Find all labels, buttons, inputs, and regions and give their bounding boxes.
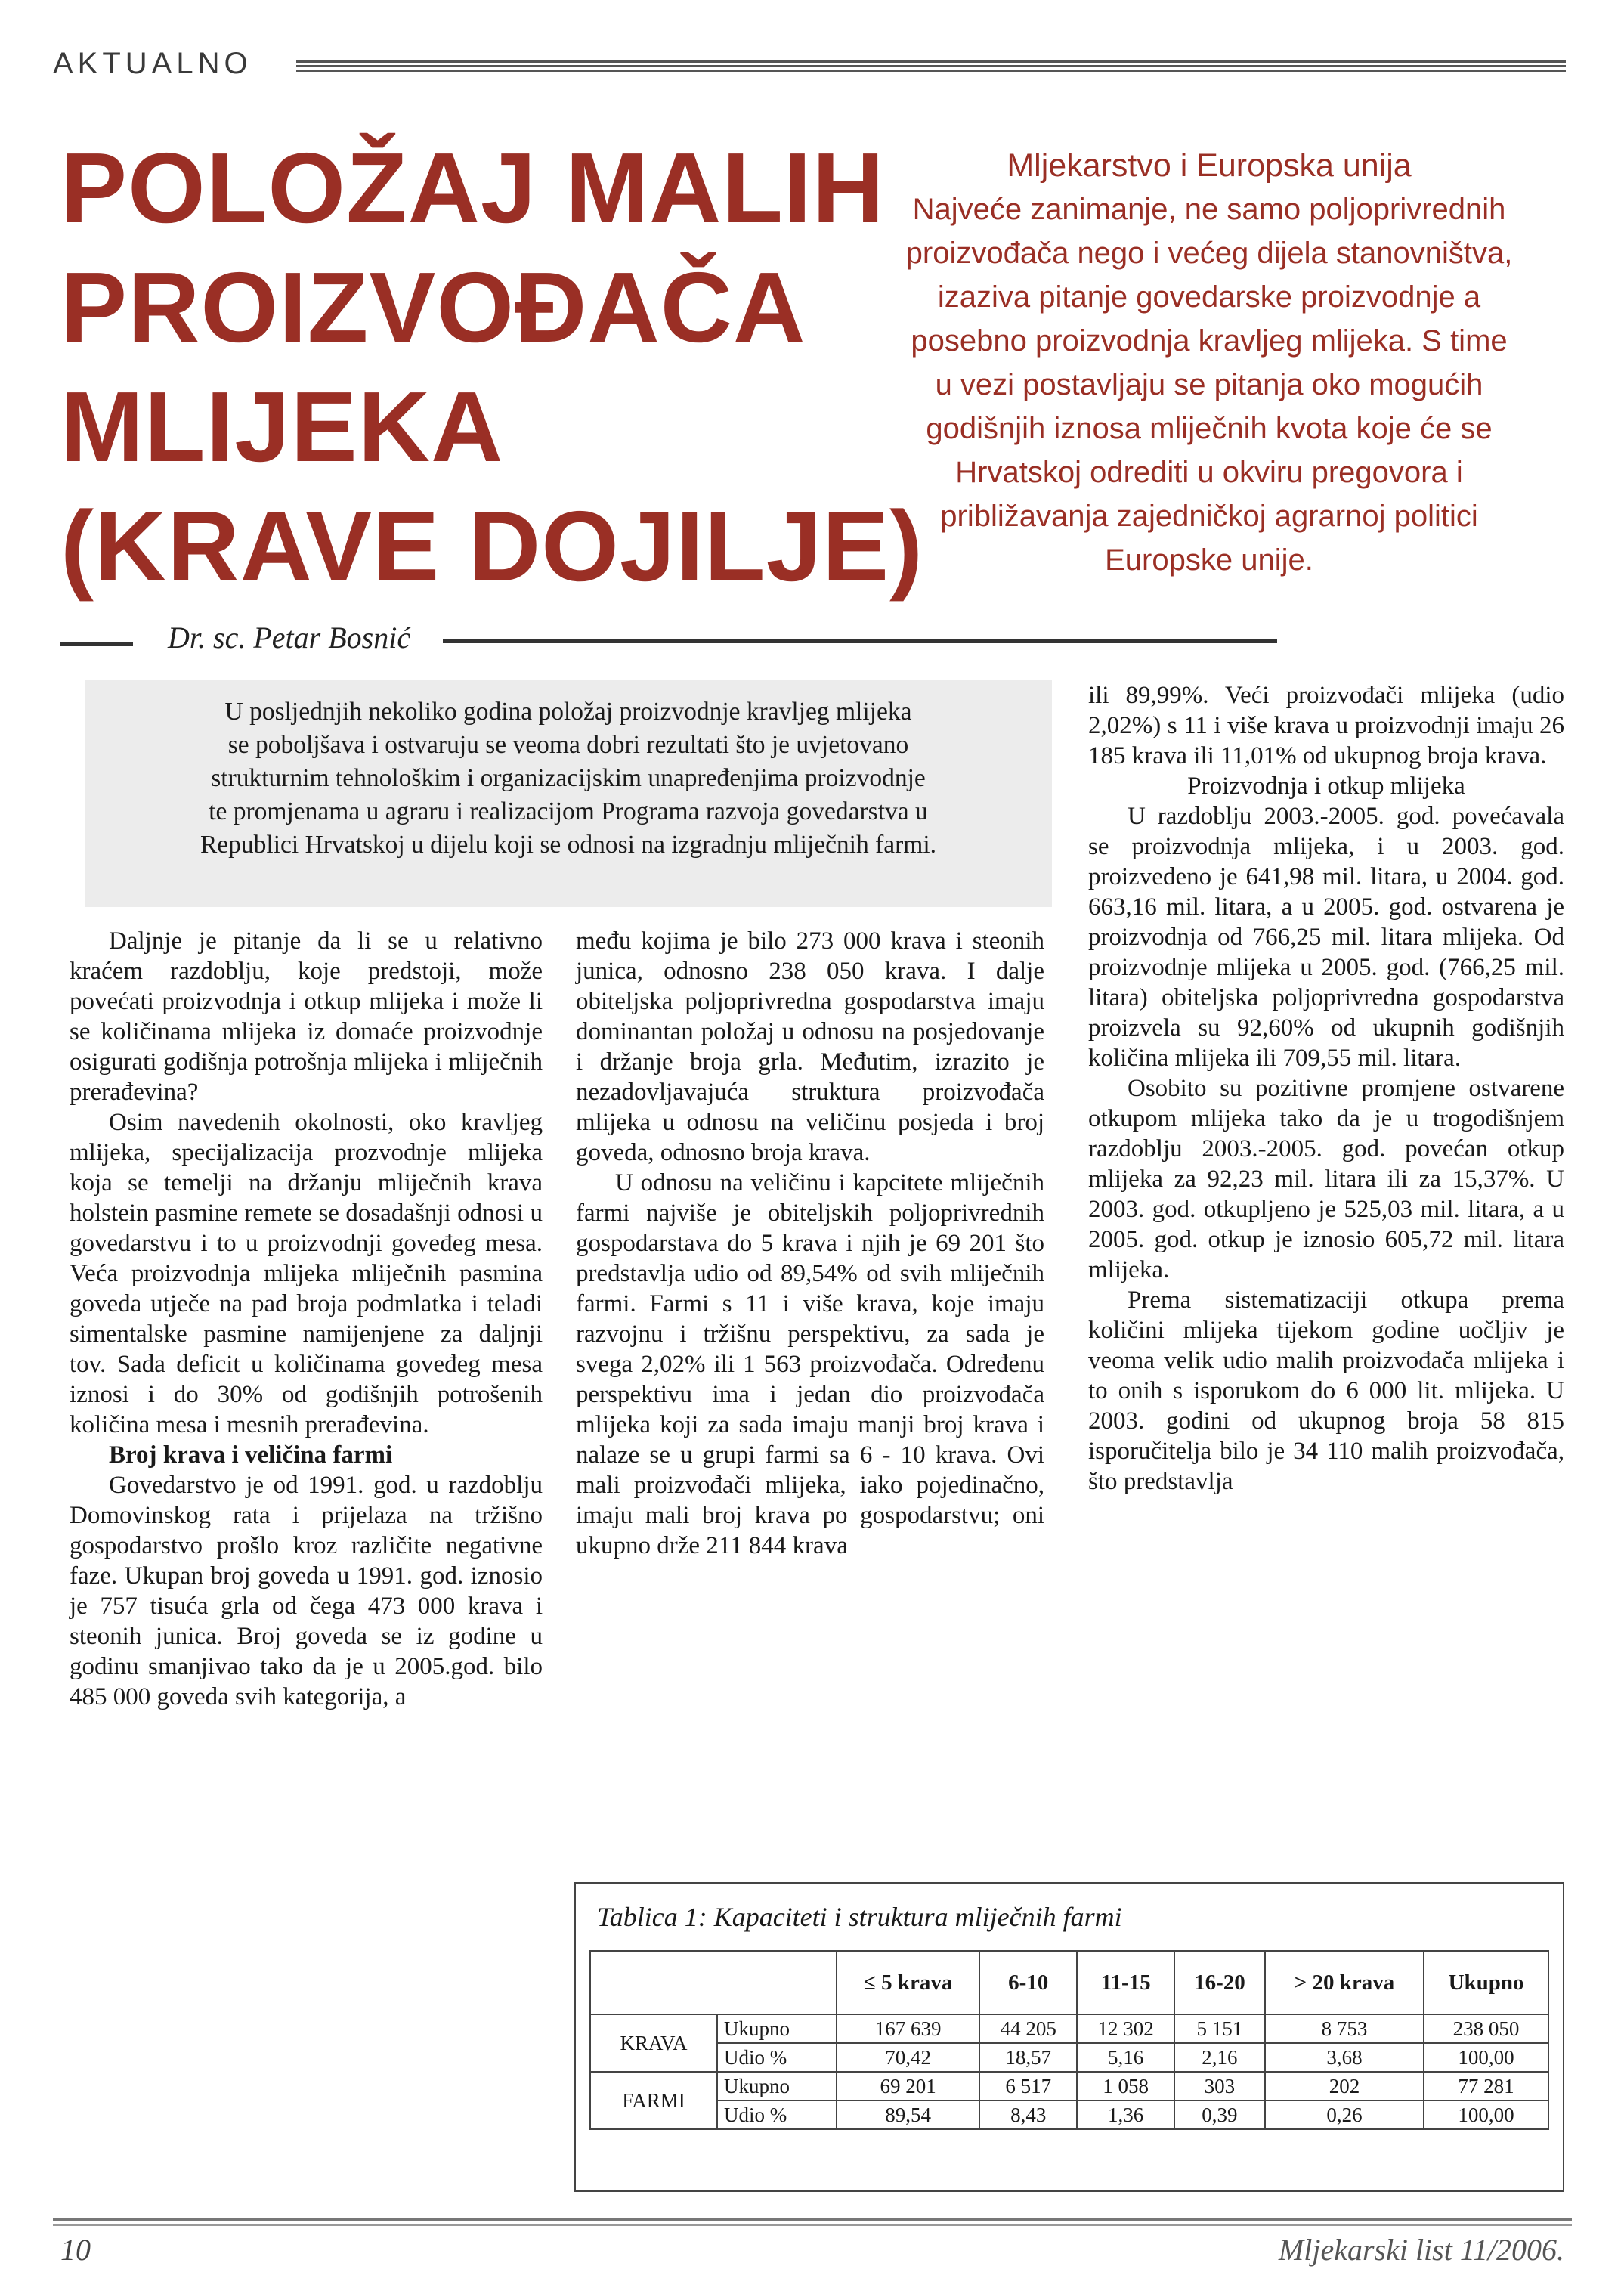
table-cell: 3,68	[1265, 2043, 1424, 2072]
table-row	[590, 2101, 1548, 2129]
intro-line: Hrvatskoj odrediti u okviru pregovora i	[955, 456, 1463, 489]
table-cell: 8,43	[979, 2101, 1077, 2129]
paragraph: među kojima je bilo 273 000 krava i steonih junica, odnosno 238 050 krava. I dalje obiteljska poljoprivredna gospodarstva imaju dominantan položaj u odnosu na posjedovanje i držanje broja grla. Međutim, izrazito je nezadovljavajuća struktura proizvođača mlijeka u odnosu na veličinu posjeda i broj goveda, odnosno broja krava.	[576, 927, 1044, 1166]
farm-capacity-table	[589, 1950, 1549, 2130]
intro-lead	[854, 144, 1564, 582]
section-heading: Proizvodnja i otkup mlijeka	[1187, 772, 1465, 800]
title-line: (KRAVE DOJILJE)	[60, 491, 924, 602]
table-cell: 89,54	[837, 2101, 979, 2129]
table-cell: 0,39	[1174, 2101, 1265, 2129]
intro-line: u vezi postavljaju se pitanja oko mogućih	[935, 368, 1483, 401]
column-right	[1088, 680, 1564, 1497]
table-caption: Tablica 1: Kapaciteti i struktura mliječnih farmi	[597, 1902, 1122, 1932]
abstract-line: se poboljšava i ostvaruju se veoma dobri rezultati što je uvjetovano	[227, 731, 909, 759]
journal-reference: Mljekarski list 11/2006.	[1278, 2233, 1564, 2267]
table-cell: 303	[1174, 2072, 1265, 2101]
intro-line: godišnjih iznosa mliječnih kvota koje će se	[926, 412, 1493, 445]
table-row	[590, 2043, 1548, 2072]
table-cell: 8 753	[1265, 2014, 1424, 2043]
footer-rule	[53, 2224, 1572, 2226]
paragraph: U odnosu na veličinu i kapcitete mliječnih farmi najviše je obiteljskih poljoprivrednih gospodarstava do 5 krava i njih je 69 201 što predstavlja udio od 89,54% od svih mliječnih farmi. Farmi s 11 i više krava, koje imaju razvojnu i tržišnu perspektivu, za sada je svega 2,02% ili 1 563 proizvođača. Određenu perspektivu ima i jedan dio proizvođača mlijeka koji za sada imaju manji broj krava i nalaze se u grupi farmi sa 6 - 10 krava. Ovi mali proizvođači mlijeka, iako pojedinačno, imaju mali broj krava po gospodarstvu; oni ukupno drže 211 844 krava	[576, 1169, 1044, 1559]
table-header: ≤ 5 krava	[837, 1951, 979, 2014]
table-cell: 69 201	[837, 2072, 979, 2101]
column-left	[70, 926, 543, 1712]
table-header: Ukupno	[1424, 1951, 1548, 2014]
table-metric: Ukupno	[717, 2072, 837, 2101]
author-divider-right	[443, 639, 1277, 643]
header-rule	[296, 60, 1566, 73]
section-heading: Broj krava i veličina farmi	[109, 1441, 393, 1469]
table-header: 16-20	[1174, 1951, 1265, 2014]
abstract-line: U posljednjih nekoliko godina položaj proizvodnje kravljeg mlijeka	[224, 698, 912, 726]
table-metric: Udio %	[717, 2043, 837, 2072]
abstract-line: strukturnim tehnološkim i organizacijskim unapređenjima proizvodnje	[211, 764, 926, 792]
table-cell: 1,36	[1077, 2101, 1174, 2129]
intro-line: Najveće zanimanje, ne samo poljoprivrednih	[912, 193, 1506, 226]
intro-line: proizvođača nego i većeg dijela stanovništva,	[905, 237, 1513, 270]
author-name: Dr. sc. Petar Bosnić	[168, 621, 411, 655]
table-cell: 70,42	[837, 2043, 979, 2072]
author-divider-left	[60, 642, 133, 646]
table-cell: 12 302	[1077, 2014, 1174, 2043]
paragraph: Osobito su pozitivne promjene ostvarene otkupom mlijeka tako da je u trogodišnjem razdoblju 2003.-2005. god. povećan otkup mlijeka za 92,23 mil. litara ili za 15,37%. U 2003. god. otkupljeno je 525,03 mil. litara, a u 2005. god. otkup je iznosio 605,72 mil. litara mlijeka.	[1088, 1075, 1564, 1283]
intro-line: Europske unije.	[1105, 543, 1313, 577]
table-header: 11-15	[1077, 1951, 1174, 2014]
table-header: > 20 krava	[1265, 1951, 1424, 2014]
table-cell: 238 050	[1424, 2014, 1548, 2043]
intro-line: izaziva pitanje govedarske proizvodnje a	[937, 280, 1481, 314]
title-line: POLOŽAJ MALIH	[60, 132, 885, 243]
table-cell: 5,16	[1077, 2043, 1174, 2072]
intro-line: posebno proizvodnja kravljeg mlijeka. S time	[911, 324, 1508, 358]
table-group-label: KRAVA	[590, 2014, 717, 2072]
column-middle	[576, 926, 1044, 1561]
table-cell: 77 281	[1424, 2072, 1548, 2101]
intro-line: približavanja zajedničkoj agrarnoj politici	[940, 500, 1478, 533]
title-line: MLIJEKA	[60, 371, 504, 482]
table-row	[590, 2072, 1548, 2101]
title-line: PROIZVOĐAČA	[60, 252, 806, 363]
table-cell: 6 517	[979, 2072, 1077, 2101]
table-cell: 167 639	[837, 2014, 979, 2043]
table-cell: 18,57	[979, 2043, 1077, 2072]
table-cell: 1 058	[1077, 2072, 1174, 2101]
table-cell: 2,16	[1174, 2043, 1265, 2072]
page-number: 10	[60, 2233, 91, 2267]
table-cell: 44 205	[979, 2014, 1077, 2043]
abstract-line: te promjenama u agraru i realizacijom Programa razvoja govedarstva u	[209, 797, 928, 825]
paragraph: Daljnje je pitanje da li se u relativno kraćem razdoblju, koje predstoji, može povećati proizvodnja i otkup mlijeka i može li se količinama mlijeka iz domaće proizvodnje osigurati godišnja potrošnja mlijeka i mliječnih prerađevina?	[70, 927, 543, 1106]
paragraph: Osim navedenih okolnosti, oko kravljeg mlijeka, specijalizacija prozvodnje mlijeka koja se temelji na držanju mliječnih krava holstein pasmine remete se dosadašnji odnosi u govedarstvu i to u proizvodnji goveđeg mesa. Veća proizvodnja mlijeka mliječnih pasmina goveda utječe na pad broja podmlatka i teladi simentalske pasmine namijenjene za daljnji tov. Sada deficit u količinama goveđeg mesa iznosi i do 30% od godišnjih potrošenih količina mesa i mesnih prerađevina.	[70, 1109, 543, 1438]
table-cell: 5 151	[1174, 2014, 1265, 2043]
paragraph: U razdoblju 2003.-2005. god. povećavala se proizvodnja mlijeka, i u 2003. god. proizvedeno je 641,98 mil. litara, u 2004. god. 663,16 mil. litara, a u 2005. god. ostvarena je proizvodnja od 766,25 mil. litara mlijeka. Od proizvodnje mlijeka u 2005. god. (766,25 mil. litara) obiteljska poljoprivredna gospodarstva proizvela su 92,60% od ukupnih godišnjih količina mlijeka ili 709,55 mil. litara.	[1088, 803, 1564, 1072]
table-header: 6-10	[979, 1951, 1077, 2014]
table-row	[590, 2014, 1548, 2043]
intro-heading: Mljekarstvo i Europska unija	[1007, 147, 1412, 184]
table-cell: 100,00	[1424, 2101, 1548, 2129]
paragraph: Prema sistematizaciji otkupa prema količini mlijeka tijekom godine uočljiv je veoma velik udio malih proizvođača mlijeka i to onih s isporukom do 6 000 lit. mlijeka. U 2003. godini od ukupnog broja 58 815 isporučitelja bilo je 34 110 malih proizvođača, što predstavlja	[1088, 1286, 1564, 1495]
footer-rule	[53, 2218, 1572, 2221]
table-cell: 0,26	[1265, 2101, 1424, 2129]
paragraph: ili 89,99%. Veći proizvođači mlijeka (udio 2,02%) s 11 i više krava u proizvodnji imaju 26 185 krava ili 11,01% od ukupnog broja krava.	[1088, 682, 1564, 769]
article-title	[60, 128, 924, 606]
table-metric: Udio %	[717, 2101, 837, 2129]
table-group-label: FARMI	[590, 2072, 717, 2129]
table-metric: Ukupno	[717, 2014, 837, 2043]
table-cell: 100,00	[1424, 2043, 1548, 2072]
table-corner-cell	[590, 1951, 837, 2014]
table-header-row	[590, 1951, 1548, 2014]
section-label: AKTUALNO	[53, 47, 252, 80]
abstract-line: Republici Hrvatskoj u dijelu koji se odnosi na izgradnju mliječnih farmi.	[200, 831, 937, 859]
table-cell: 202	[1265, 2072, 1424, 2101]
abstract-box	[85, 680, 1052, 907]
paragraph: Govedarstvo je od 1991. god. u razdoblju Domovinskog rata i prijelaza na tržišno gospodarstvo prošlo kroz različite negativne faze. Ukupan broj goveda u 1991. god. iznosio je 757 tisuća grla od čega 473 000 krava i steonih junica. Broj goveda se iz godine u godinu smanjivao tako da je u 2005.god. bilo 485 000 goveda svih kategorija, a	[70, 1472, 543, 1710]
